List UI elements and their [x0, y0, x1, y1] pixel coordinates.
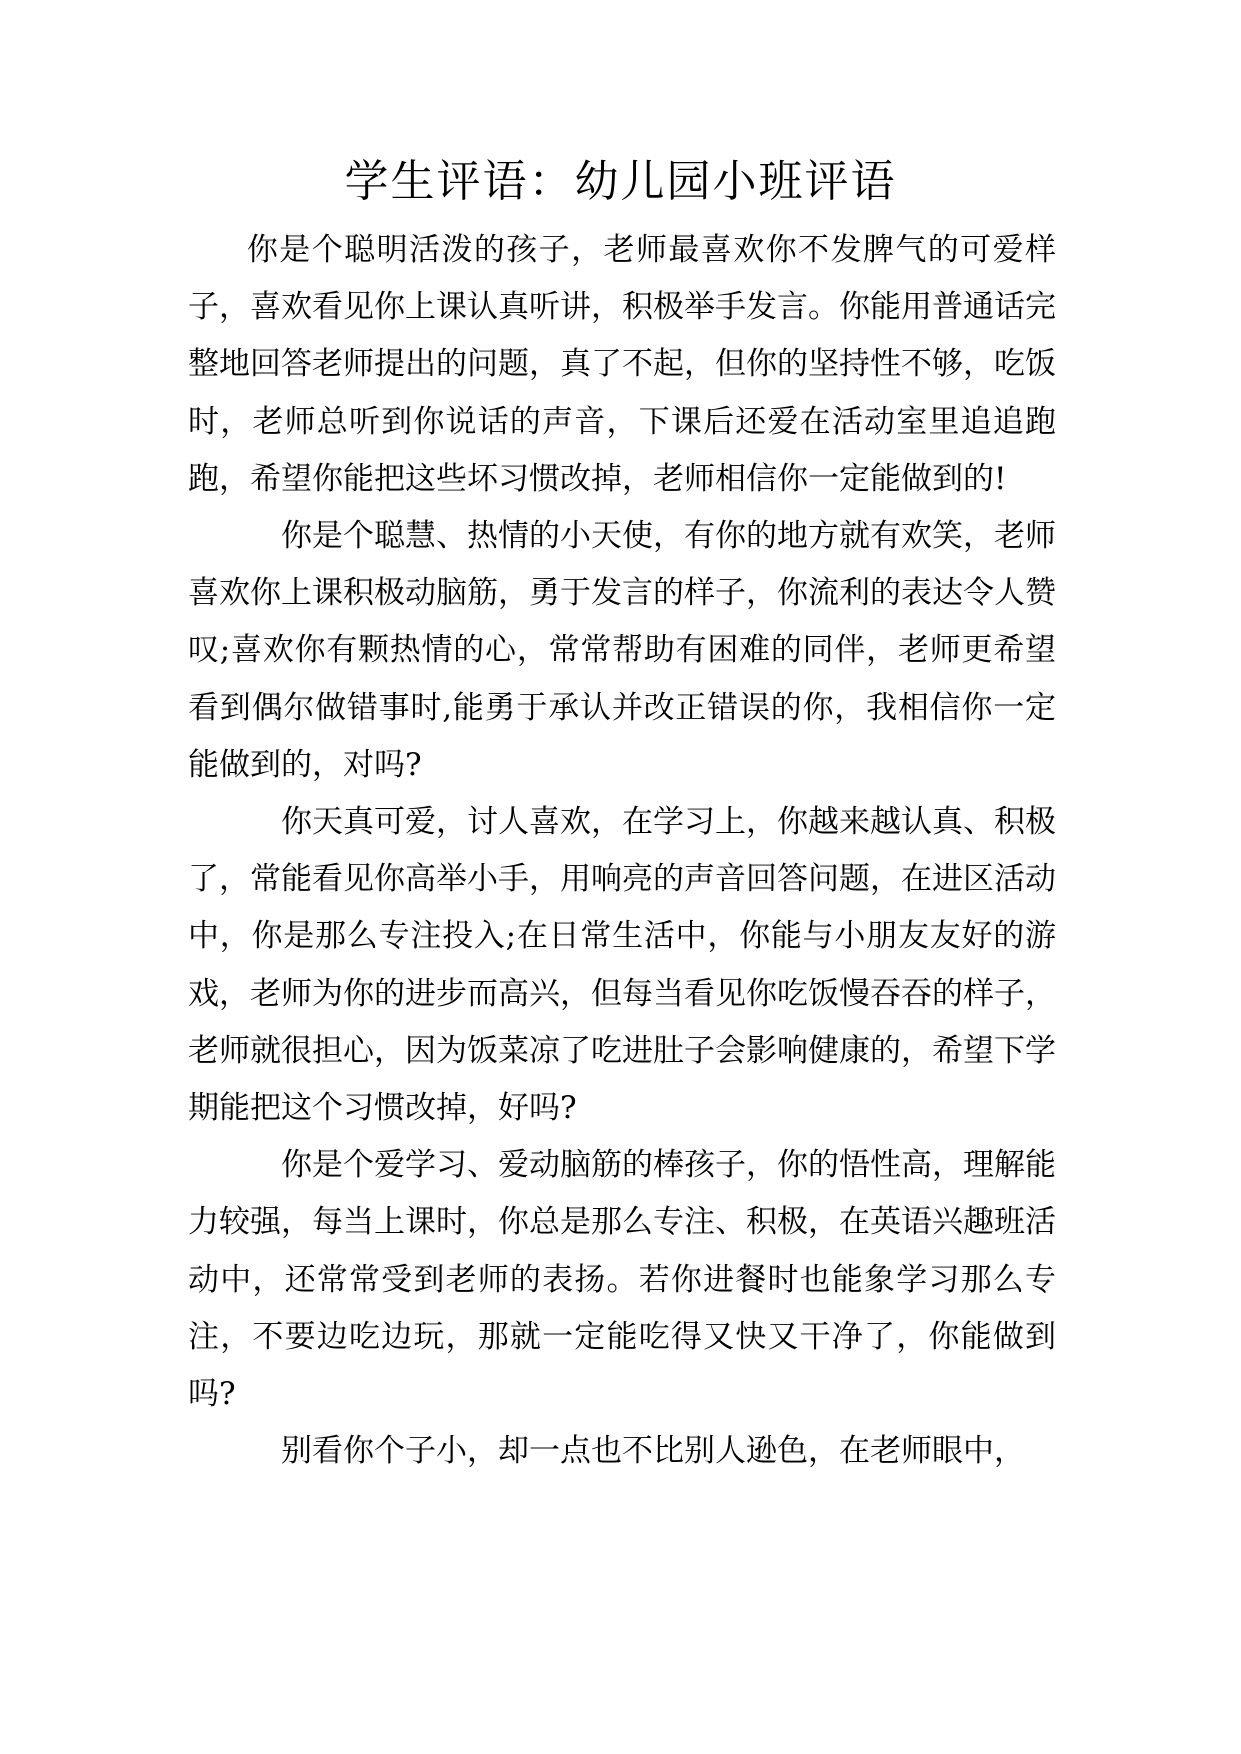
paragraph-2: 你是个聪慧、热情的小天使，有你的地方就有欢笑，老师喜欢你上课积极动脑筋，勇于发言的样子，你流利的表达令人赞叹;喜欢你有颗热情的心，常常帮助有困难的同伴，老师更希望看到偶尔做错事时,能勇于承认并改正错误的你，我相信你一定能做到的，对吗?	[188, 518, 1056, 783]
paragraph-3: 你天真可爱，讨人喜欢，在学习上，你越来越认真、积极了，常能看见你高举小手，用响亮的声音回答问题，在进区活动中，你是那么专注投入;在日常生活中，你能与小朋友友好的游戏，老师为你的进步而高兴，但每当看见你吃饭慢吞吞的样子，老师就很担心，因为饭菜凉了吃进肚子会影响健康的，希望下学期能把这个习惯改掉，好吗?	[188, 804, 1056, 1127]
document-body	[188, 222, 1056, 1480]
paragraph-1: 你是个聪明活泼的孩子，老师最喜欢你不发脾气的可爱样子，喜欢看见你上课认真听讲，积极举手发言。你能用普通话完整地回答老师提出的问题，真了不起，但你的坚持性不够，吃饭时，老师总听到你说话的声音，下课后还爱在活动室里追追跑跑，希望你能把这些坏习惯改掉，老师相信你一定能做到的!	[188, 232, 1056, 497]
paragraph-4: 你是个爱学习、爱动脑筋的棒孩子，你的悟性高，理解能力较强，每当上课时，你总是那么专注、积极，在英语兴趣班活动中，还常常受到老师的表扬。若你进餐时也能象学习那么专注，不要边吃边玩，那就一定能吃得又快又干净了，你能做到吗?	[188, 1147, 1056, 1413]
paragraph-5: 别看你个子小，却一点也不比别人逊色，在老师眼中，	[281, 1433, 1025, 1470]
document-title: 学生评语：幼儿园小班评语	[344, 156, 897, 207]
